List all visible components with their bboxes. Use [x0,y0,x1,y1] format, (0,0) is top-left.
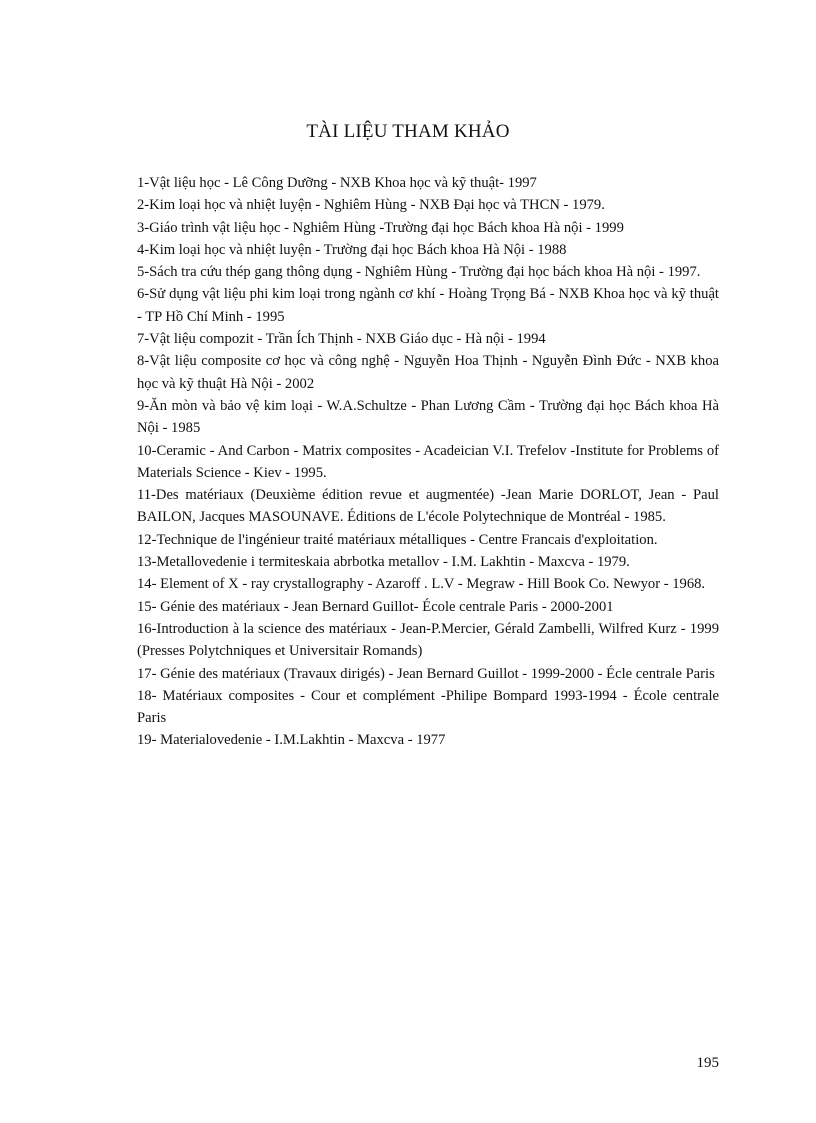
reference-item-12: 12-Technique de l'ingénieur traité matériaux métalliques - Centre Francais d'exploitation. [137,531,658,548]
reference-item-2: 2-Kim loại học và nhiệt luyện - Nghiêm Hùng - NXB Đại học và THCN - 1979. [137,197,605,214]
reference-item-13: 13-Metallovedenie i termiteskaia abrbotka metallov - I.M. Lakhtin - Maxcva - 1979. [137,554,630,571]
reference-item-3: 3-Giáo trình vật liệu học - Nghiêm Hùng -Trường đại học Bách khoa Hà nội - 1999 [137,219,624,236]
reference-item-10: 10-Ceramic - And Carbon - Matrix composites - Acadeician V.I. Trefelov -Institute for Problems of Materials Science - Kiev - 1995. [137,442,719,481]
reference-item-9: 9-Ăn mòn và bảo vệ kim loại - W.A.Schultze - Phan Lương Cầm - Trường đại học Bách khoa Hà Nội - 1985 [137,397,719,437]
reference-item-4: 4-Kim loại học và nhiệt luyện - Trường đại học Bách khoa Hà Nội - 1988 [137,241,567,258]
reference-item-11: 11-Des matériaux (Deuxième édition revue et augmentée) -Jean Marie DORLOT, Jean - Paul BAILON, Jacques MASOUNAVE. Éditions de L'école Polytechnique de Montréal - 1985. [137,487,719,526]
reference-item-18: 18- Matériaux composites - Cour et complément -Philipe Bompard 1993-1994 - École centrale Paris [137,687,719,727]
reference-list [137,172,719,752]
reference-item-15: 15- Génie des matériaux - Jean Bernard Guillot- École centrale Paris - 2000-2001 [137,598,614,615]
reference-item-7: 7-Vật liệu compozit - Trần Ích Thịnh - NXB Giáo dục - Hà nội - 1994 [137,331,546,348]
reference-item-19: 19- Materialovedenie - I.M.Lakhtin - Maxcva - 1977 [137,732,446,749]
page-title: TÀI LIỆU THAM KHẢO [306,121,510,142]
reference-item-1: 1-Vật liệu học - Lê Công Dưỡng - NXB Khoa học và kỹ thuật- 1997 [137,175,537,191]
reference-item-16: 16-Introduction à la science des matériaux - Jean-P.Mercier, Gérald Zambelli, Wilfred Kurz - 1999 (Presses Polytchniques et Universitair Romands) [137,620,719,660]
reference-item-14: 14- Element of X - ray crystallography - Azaroff . L.V - Megraw - Hill Book Co. Newyor - 1968. [137,576,706,593]
reference-item-8: 8-Vật liệu composite cơ học và công nghệ - Nguyễn Hoa Thịnh - Nguyễn Đình Đức - NXB khoa học và kỹ thuật Hà Nội - 2002 [137,353,719,392]
page-number: 195 [696,1055,719,1071]
reference-item-5: 5-Sách tra cứu thép gang thông dụng - Nghiêm Hùng - Trường đại học bách khoa Hà nội - 1997. [137,264,701,281]
reference-item-6: 6-Sử dụng vật liệu phi kim loại trong ngành cơ khí - Hoàng Trọng Bá - NXB Khoa học và kỹ thuật - TP Hồ Chí Minh - 1995 [137,286,719,325]
reference-item-17: 17- Génie des matériaux (Travaux dirigés) - Jean Bernard Guillot - 1999-2000 - Écle centrale Paris [137,665,715,682]
